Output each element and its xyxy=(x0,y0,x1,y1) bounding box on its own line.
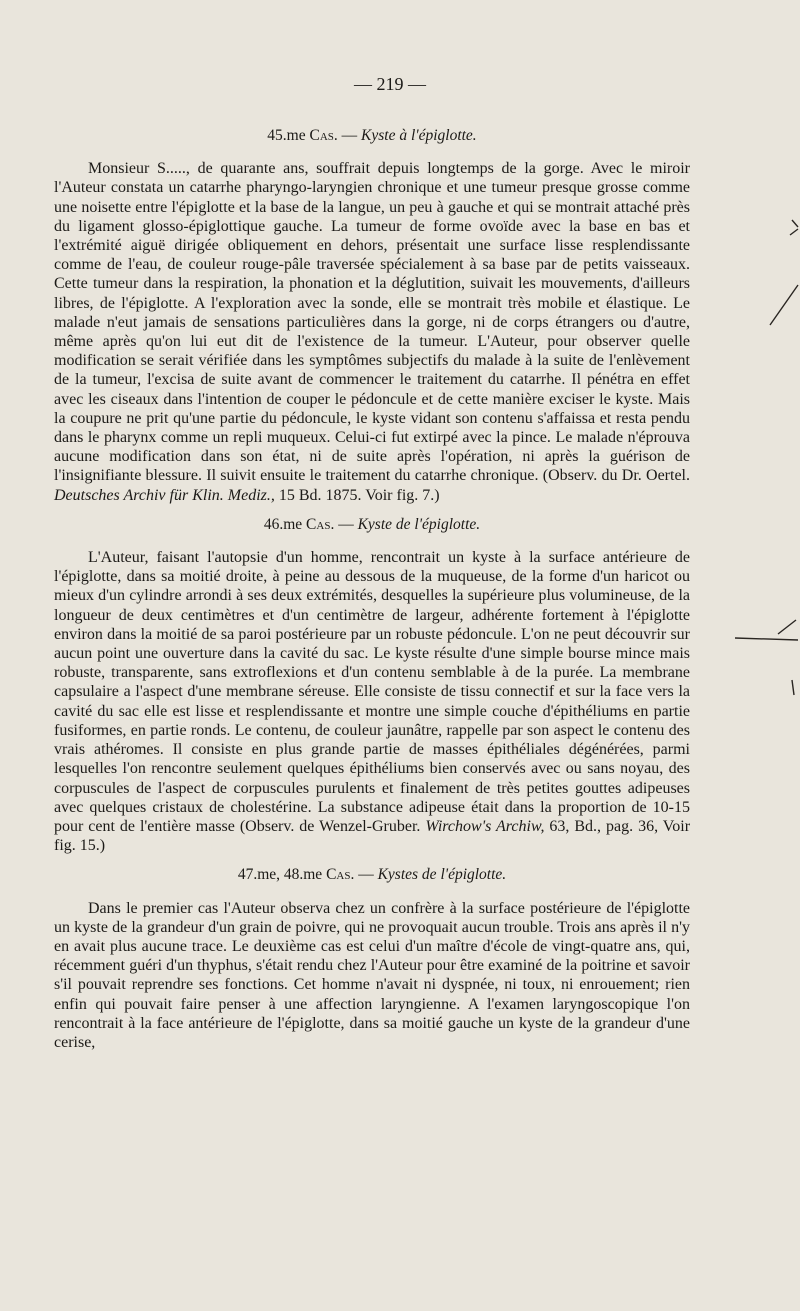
case-reference: Deutsches Archiv für Klin. Mediz., xyxy=(54,486,275,504)
margin-pen-mark-icon xyxy=(730,560,800,700)
case-paragraph-45 xyxy=(54,159,690,505)
case-label: Cas. xyxy=(306,515,335,533)
case-text: Dans le premier cas l'Auteur observa chez un confrère à la surface postérieure de l'épiglotte un kyste de la grandeur d'un grain de poivre, qui ne provoquait aucun trouble. Trois ans après il n'y en avait plus aucune trace. Le deuxième cas est celui d'un maître d'école de vingt-quatre ans, qui, récemment guéri d'un thyphus, s'était rendu chez l'Auteur pour être examiné de la poitrine et savoir s'il pouvait reprendre ses fonctions. Cet homme n'avait ni dyspnée, ni toux, ni enrouement; rien enfin qui pouvait faire penser à une affection laryngienne. A l'examen laryngoscopique l'on rencontrait à la face antérieure de l'épiglotte, dans sa moitié gauche un kyste de la grandeur d'une cerise, xyxy=(54,899,690,1051)
case-title: Kystes de l'épiglotte. xyxy=(377,866,507,884)
case-reference-tail: 63, Bd., pag. 36, Voir fig. 15.) xyxy=(54,817,691,855)
page-number: — 219 — xyxy=(354,74,426,94)
case-heading-46 xyxy=(54,515,690,534)
page-body xyxy=(54,118,690,1062)
case-title: Kyste à l'épiglotte. xyxy=(361,127,477,144)
case-reference-tail: 15 Bd. 1875. Voir fig. 7.) xyxy=(274,486,440,504)
case-reference: Wirchow's Archiw, xyxy=(425,817,545,835)
case-label: Cas. xyxy=(326,866,355,884)
case-heading-47-48 xyxy=(54,865,690,884)
case-label: Cas. xyxy=(309,127,338,144)
case-dash: — xyxy=(341,127,358,144)
case-text: L'Auteur, faisant l'autopsie d'un homme, rencontrait un kyste à la surface antérieure de l'épiglotte, dans sa moitié droite, à peine au dessous de la muqueuse, de la forme d'un haricot ou mieux d'un cylindre arrondi à ses deux extrémités, desquelles la supérieure plus volumineuse, de la longueur de deux centimètres et d'un centimètre de largeur, adhérente fortement à l'épiglotte environ dans la moitié de sa paroi postérieure par un robuste pédoncule. L'on ne peut découvrir sur aucun point une ouverture dans la cavité du sac. Le kyste résulte d'une simple bourse mince mais robuste, transparente, sans extroflexions et d'un contenu semblable à de la purée. La membrane capsulaire a l'aspect d'une membrane séreuse. Elle consiste de tissu connectif et sur la face vers la cavité du sac elle est lisse et resplendissante et montre une simple couche d'épithéliums en partie fusiformes, en partie ronds. Le contenu, de couleur jaunâtre, rappelle par son aspect le contenu des vrais athéromes. Il consiste en plus grande partie de masses épithéliales dégénérées, parmi lesquelles l'on rencontre seulement quelques épithéliums bien conservés avec ou sans noyau, des corpuscules de l'aspect de corpuscules purulents et finalement de très petites gouttes adipeuses avec quelques cristaux de cholestérine. La substance adipeuse était dans la proportion de 10-15 pour cent de l'entière masse (Observ. de Wenzel-Gruber. xyxy=(54,549,690,835)
case-text: Monsieur S....., de quarante ans, souffrait depuis longtemps de la gorge. Avec le miroir l'Auteur constata un catarrhe pharyngo-laryngien chronique et une tumeur presque grosse comme une noisette entre l'épiglotte et la base de la langue, un peu à gauche et qui se montrait attaché près du ligament glosso-épiglottique gauche. La tumeur de forme ovoïde avec la base en bas et l'extrémité aiguë dirigée obliquement en dehors, présentait une surface lisse resplendissante comme de l'eau, de couleur rouge-pâle traversée spécialement à sa base par de petits vaisseaux. Cette tumeur dans la respiration, la phonation et la déglutition, suivait les mouvements, d'ailleurs libres, de l'épiglotte. A l'exploration avec la sonde, elle se montrait très mobile et élastique. Le malade n'eut jamais de sensations particulières dans la gorge, ni de corps étrangers ou d'autre, même après qu'on lui eut dit de l'existence de la tumeur. L'Auteur, pour observer quelle modification se serait vérifiée dans les symptômes subjectifs du malade à la suite de l'enlèvement de la tumeur, l'excisa de suite avant de commencer le traitement du catarrhe. Il pénétra en effet avec les ciseaux dans l'intention de couper le pédoncule et de cette manière exciser le kyste. Mais la coupure ne prit qu'une partie du pédoncule, le kyste vidant son contenu s'affaissa et resta pendu dans le pharynx comme un repli muqueux. Celui-ci fut extirpé avec la pince. Le malade n'éprouva aucune modification dans son état, ni de suite après l'opération, ni après la guérison de l'insignifiante blessure. Il suivit ensuite le traitement du catarrhe chronique. (Observ. du Dr. Oertel. xyxy=(54,160,690,485)
case-dash: — xyxy=(358,866,374,884)
case-heading-45 xyxy=(54,126,690,145)
margin-pen-mark-icon xyxy=(740,215,800,335)
case-number: 47.me, 48.me xyxy=(237,866,323,884)
case-dash: — xyxy=(338,515,354,533)
case-number: 45.me xyxy=(267,127,306,144)
case-title: Kyste de l'épiglotte. xyxy=(357,515,481,533)
case-paragraph-47-48 xyxy=(54,899,690,1053)
case-paragraph-46 xyxy=(54,548,690,855)
case-number: 46.me xyxy=(263,515,303,533)
